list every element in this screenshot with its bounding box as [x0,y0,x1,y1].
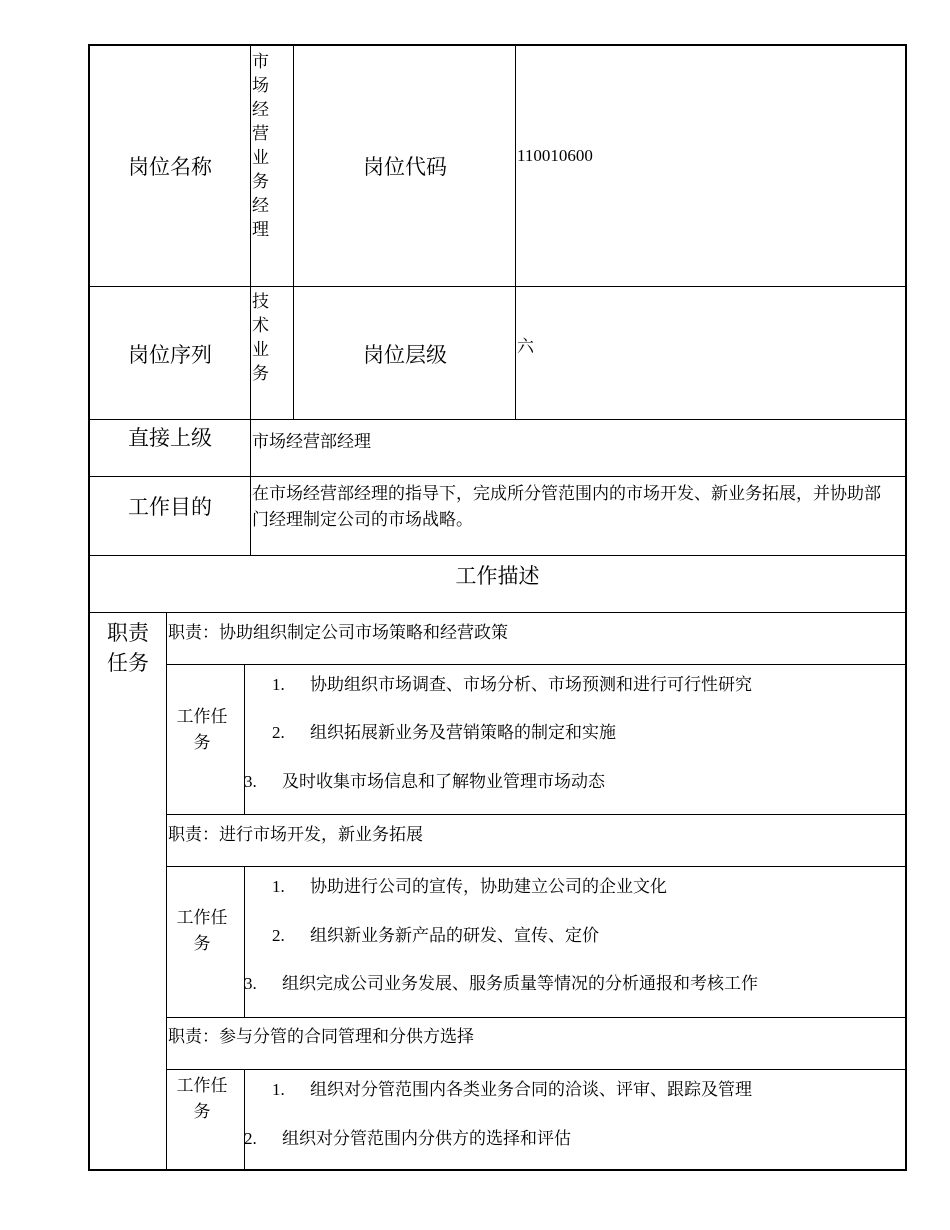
post-series-value: 技术业务 [252,292,269,383]
task-label: 工作任务 [176,707,228,752]
col-divider [293,44,294,419]
col-divider [166,612,167,1171]
task-item: 1. 协助组织市场调查、市场分析、市场预测和进行可行性研究 [272,675,752,694]
task-label: 工作任务 [176,908,228,953]
task-item: 3. 组织完成公司业务发展、服务质量等情况的分析通报和考核工作 [244,974,758,993]
row-divider [88,612,907,613]
post-level-value: 六 [517,337,534,356]
duty-title: 职责：参与分管的合同管理和分供方选择 [168,1027,474,1046]
superior-label: 直接上级 [128,426,212,450]
row-divider [166,814,907,815]
duty-title: 职责：进行市场开发，新业务拓展 [168,825,423,844]
duty-title: 职责：协助组织制定公司市场策略和经营政策 [168,623,508,642]
post-code-value: 110010600 [517,146,593,165]
col-divider [515,44,516,419]
row-divider [166,664,907,665]
post-name-value: 市场经营业务经理 [252,52,269,239]
task-item: 2. 组织对分管范围内分供方的选择和评估 [244,1129,571,1148]
responsibility-label: 职责任务 [107,621,149,675]
task-item: 1. 协助进行公司的宣传，协助建立公司的企业文化 [272,877,667,896]
row-divider [166,1069,907,1070]
task-item: 3. 及时收集市场信息和了解物业管理市场动态 [244,772,605,791]
row-divider [88,476,907,477]
section-title: 工作描述 [455,564,540,588]
row-divider [166,866,907,867]
row-divider [88,555,907,556]
task-label: 工作任务 [176,1076,228,1121]
post-name-label: 岗位名称 [128,155,212,179]
post-series-label: 岗位序列 [128,342,212,367]
col-divider [250,44,251,555]
row-divider [88,286,907,287]
superior-value: 市场经营部经理 [252,432,371,451]
purpose-label: 工作目的 [128,494,212,519]
post-code-label: 岗位代码 [363,155,447,179]
row-divider [166,1017,907,1018]
task-item: 1. 组织对分管范围内各类业务合同的洽谈、评审、跟踪及管理 [272,1080,752,1099]
task-item: 2. 组织新业务新产品的研发、宣传、定价 [272,926,599,945]
post-level-label: 岗位层级 [363,342,447,367]
purpose-value: 在市场经营部经理的指导下，完成所分管范围内的市场开发、新业务拓展，并协助部门经理制定公司的市场战略。 [252,484,881,529]
col-divider [244,866,245,1017]
col-divider [244,1069,245,1171]
task-item: 2. 组织拓展新业务及营销策略的制定和实施 [272,723,616,742]
